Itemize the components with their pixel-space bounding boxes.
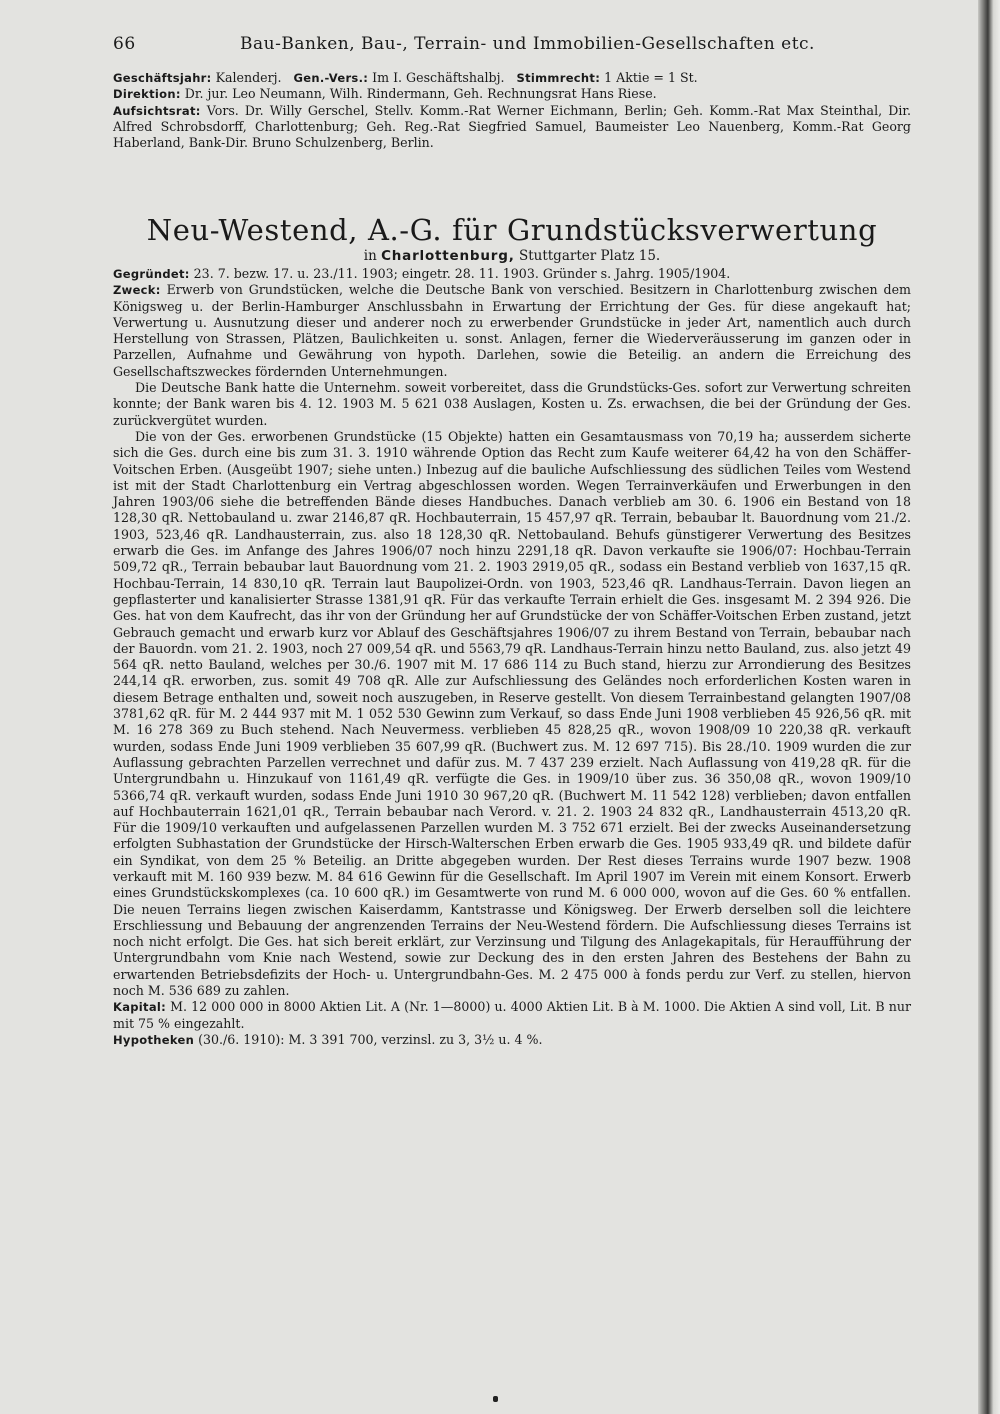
running-head-title: Bau-Banken, Bau-, Terrain- und Immobilien-Gesellschaften etc. [240, 34, 815, 54]
stimmrecht-value: 1 Aktie = 1 St. [604, 70, 698, 85]
bank-paragraph: Die Deutsche Bank hatte die Unternehm. soweit vorbereitet, dass die Grundstücks-Ges. sofort zur Verwertung schreiten konnte; der Bank waren bis 4. 12. 1903 M. 5 621 038 Auslagen, Kosten u. Zs. erwachsen, die bei der Gründung der Ges. zurückvergütet wurden. [113, 380, 911, 428]
aufsichtsrat-value: Vors. Dr. Willy Gerschel, Stellv. Komm.-Rat Werner Eichmann, Berlin; Geh. Komm.-Rat Max Steinthal, Dir. Alfred Schrobsdorff, Charlottenburg; Geh. Reg.-Rat Siegfried Samuel, Baumeister Leo Nauenberg, Komm.-Rat Georg Haberland, Bank-Dir. Bruno Schulzenberg, Berlin. [113, 102, 911, 151]
direktion-label: Direktion: [113, 87, 181, 102]
gegruendet-label: Gegründet: [113, 267, 190, 281]
entry-title: Neu-Westend, A.-G. für Grundstücksverwertung [146, 213, 878, 247]
stimmrecht-label: Stimmrecht: [516, 71, 601, 85]
previous-entry-tail [113, 70, 911, 151]
page-number: 66 [113, 34, 136, 54]
kapital-label: Kapital: [113, 1000, 167, 1015]
geschaeftsjahr-value: Kalenderj. [215, 70, 282, 85]
page-edge-shadow [978, 0, 1000, 1414]
zweck-paragraph [113, 282, 911, 380]
kapital-paragraph [113, 999, 911, 1032]
direktion-line [113, 86, 911, 102]
aufsichtsrat-label: Aufsichtsrat: [113, 103, 201, 118]
zweck-value: Erwerb von Grundstücken, welche die Deutsche Bank von verschied. Besitzern in Charlottenburg zwischen dem Königsweg u. der Berlin-Hamburger Anschlussbahn in Erwartung der Errichtung der Ges. für diese angekauft hat; Verwertung u. Ausnutzung dieser und anderer noch zu erwerbender Grundstücke in jeder Art, namentlich auch durch Herstellung von Strassen, Plätzen, Baulichkeiten u. sonst. Anlagen, ferner die Wiederveräusserung im ganzen oder in Parzellen, Aufnahme und Gewährung von hypoth. Darlehen, sowie die Beteilig. an andern die Erreichung des Gesellschaftszweckes fördernden Unternehmungen. [113, 282, 911, 379]
hypotheken-value: (30./6. 1910): M. 3 391 700, verzinsl. zu 3, 3½ u. 4 %. [198, 1031, 543, 1047]
history-paragraph: Die von der Ges. erworbenen Grundstücke (15 Objekte) hatten ein Gesamtausmass von 70,19 ha; ausserdem sicherte sich die Ges. durch eine bis zum 31. 3. 1910 währende Option das Recht zum Kaufe weiterer 64,42 ha von den Schäffer-Voitschen Erben. (Ausgeübt 1907; siehe unten.) Inbezug auf die bauliche Aufschliessung des südlichen Teiles vom Westend ist mit der Stadt Charlottenburg ein Vertrag abgeschlossen worden. Wegen Terrainverkäufen und Erwerbungen in den Jahren 1903/06 siehe die betreffenden Bände dieses Handbuches. Danach verblieb am 30. 6. 1906 ein Bestand von 18 128,30 qR. Nettobauland u. zwar 2146,87 qR. Hochbauterrain, 15 457,97 qR. Terrain, bebaubar lt. Bauordnung vom 21./2. 1903, 523,46 qR. Landhausterrain, zus. also 18 128,30 qR. Nettobauland. Behufs günstigerer Verwertung des Besitzes erwarb die Ges. im Anfange des Jahres 1906/07 noch hinzu 2291,18 qR. Davon verkaufte sie 1906/07: Hochbau-Terrain 509,72 qR., Terrain bebaubar laut Bauordnung vom 21. 2. 1903 2919,05 qR., sodass ein Bestand verblieb von 1637,15 qR. Hochbau-Terrain, 14 830,10 qR. Terrain laut Baupolizei-Ordn. von 1903, 523,46 qR. Landhaus-Terrain. Davon liegen an gepflasterter und kanalisierter Strasse 1381,91 qR. Für das verkaufte Terrain erhielt die Ges. insgesamt M. 2 394 926. Die Ges. hat von dem Kaufrecht, das ihr von der Gründung her auf Grundstücke der von Schäffer-Voitschen Erben zustand, jetzt Gebrauch gemacht und erwarb kurz vor Ablauf des Geschäftsjahres 1906/07 zu ihrem Bestand von Terrain, bebaubar nach der Bauordn. vom 21. 2. 1903, noch 27 009,54 qR. und 5563,79 qR. Landhaus-Terrain hinzu netto Bauland, zus. also jetzt 49 564 qR. netto Bauland, welches per 30./6. 1907 mit M. 17 686 114 zu Buch stand, hierzu zur Arrondierung des Besitzes 244,14 qR. erworben, zus. somit 49 708 qR. Alle zur Aufschliessung des Geländes noch erforderlichen Kosten waren in diesem Betrage enthalten und, soweit noch auszugeben, in Reserve gestellt. Von diesem Terrainbestand gelangten 1907/08 3781,62 qR. für M. 2 444 937 mit M. 1 052 530 Gewinn zum Verkauf, so dass Ende Juni 1908 verblieben 45 926,56 qR. mit M. 16 278 369 zu Buch stehend. Nach Neuvermess. verblieben 45 828,25 qR., wovon 1908/09 10 220,38 qR. verkauft wurden, sodass Ende Juni 1909 verblieben 35 607,99 qR. (Buchwert zus. M. 12 697 715). Bis 28./10. 1909 wurden die zur Auflassung gebrachten Parzellen verrechnet und dafür zus. M. 7 437 239 erzielt. Nach Auflassung von 419,28 qR. für die Untergrundbahn u. Hinzukauf von 1161,49 qR. verfügte die Ges. in 1909/10 über zus. 36 350,08 qR., wovon 1909/10 5366,74 qR. verkauft wurden, sodass Ende Juni 1910 30 967,20 qR. (Buchwert M. 11 542 128) verblieben; davon entfallen auf Hochbauterrain 1621,01 qR., Terrain bebaubar nach Verord. v. 21. 2. 1903 24 832 qR., Landhausterrain 4513,20 qR. Für die 1909/10 verkauften und aufgelassenen Parzellen wurden M. 3 752 671 erzielt. Bei der zwecks Auseinandersetzung erfolgten Subhastation der Grundstücke der Hirsch-Walterschen Erben erwarb die Ges. 1905 933,49 qR. und bildete dafür ein Syndikat, von dem 25 % Beteilig. an Dritte abgegeben wurden. Der Rest dieses Terrains wurde 1907 bezw. 1908 verkauft mit M. 160 939 bezw. M. 84 616 Gewinn für die Gesellschaft. Im April 1907 im Verein mit einem Konsort. Erwerb eines Grundstückskomplexes (ca. 10 600 qR.) im Gesamtwerte von rund M. 6 000 000, wovon auf die Ges. 60 % entfallen. Die neuen Terrains liegen zwischen Kaiserdamm, Kantstrasse und Königsweg. Der Erwerb derselben soll die leichtere Erschliessung und Bebauung der angrenzenden Terrains der Neu-Westend fördern. Die Aufschliessung dieses Terrains ist noch nicht erfolgt. Die Ges. hat sich bereit erklärt, zur Verzinsung und Tilgung des Anlagekapitals, für Heraufführung der Untergrundbahn vom Knie nach Westend, sowie zur Deckung des in den ersten Jahren des Bestehens der Bahn zu erwartenden Betriebsdefizits der Hoch- u. Untergrundbahn-Ges. M. 2 475 000 à fonds perdu zur Verf. zu stellen, hiervon noch M. 536 689 zu zahlen. [113, 428, 911, 999]
kapital-value: M. 12 000 000 in 8000 Aktien Lit. A (Nr. 1—8000) u. 4000 Aktien Lit. B à M. 1000. Die Aktien A sind voll, Lit. B nur mit 75 % eingezahlt. [113, 999, 911, 1031]
running-head [113, 34, 913, 58]
genvers-value: Im I. Geschäftshalbj. [372, 70, 505, 85]
gegruendet-value: 23. 7. bezw. 17. u. 23./11. 1903; eingetr. 28. 11. 1903. Gründer s. Jahrg. 1905/1904. [193, 266, 731, 281]
entry-body [113, 266, 911, 1048]
entry-location [113, 248, 911, 264]
geschaeftsjahr-label: Geschäftsjahr: [113, 71, 212, 85]
location-prefix: in [363, 248, 377, 264]
meeting-line [113, 70, 911, 86]
direktion-value: Dr. jur. Leo Neumann, Wilh. Rindermann, Geh. Rechnungsrat Hans Riese. [184, 86, 657, 102]
entry-city: Charlottenburg, [381, 248, 515, 264]
zweck-label: Zweck: [113, 283, 161, 298]
aufsichtsrat-paragraph [113, 103, 911, 152]
hypotheken-paragraph [113, 1032, 911, 1048]
gegruendet-paragraph [113, 266, 911, 282]
genvers-label: Gen.-Vers.: [293, 71, 369, 85]
ink-mark [493, 1396, 498, 1402]
entry-address: Stuttgarter Platz 15. [518, 248, 661, 264]
hypotheken-label: Hypotheken [113, 1032, 195, 1047]
